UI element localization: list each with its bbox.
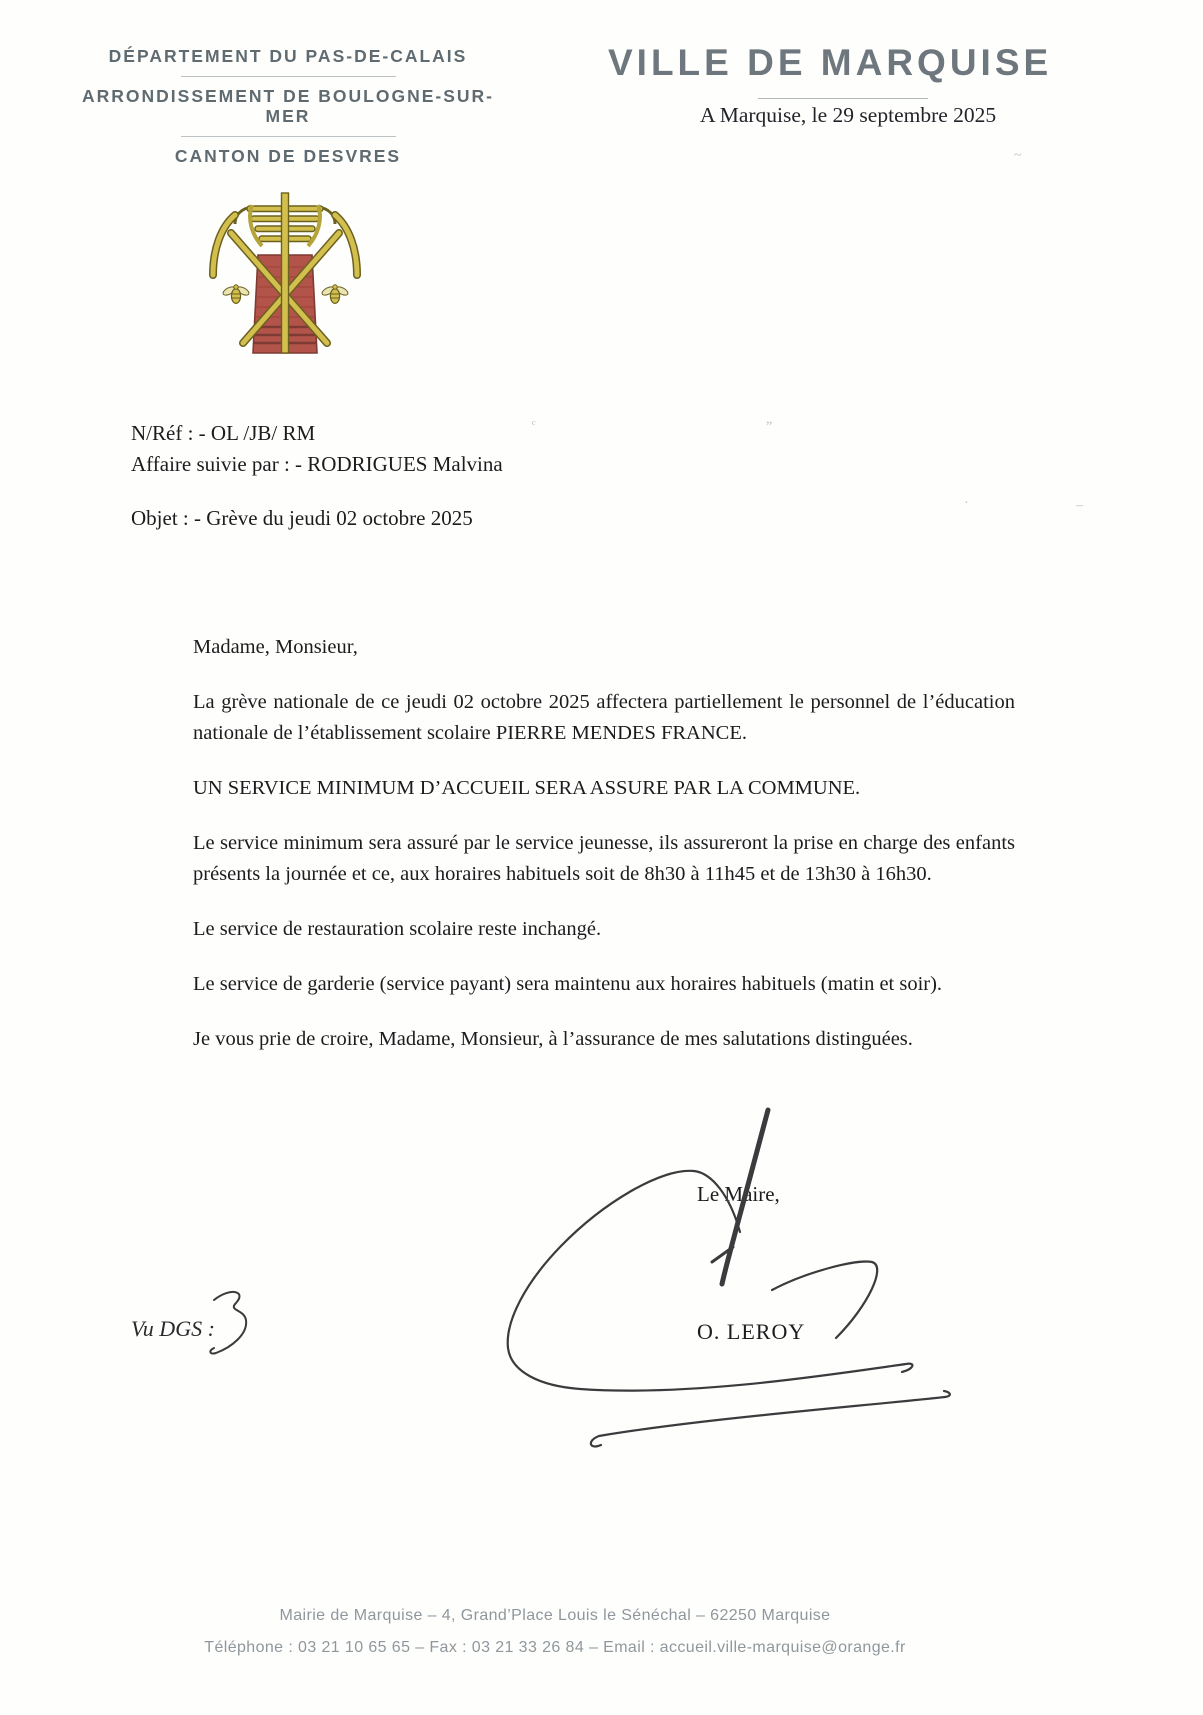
paragraph-service-details: Le service minimum sera assuré par le service jeunesse, ils assureront la prise en charge des enfants présents la journée et ce, aux horaires habituels soit de 8h30 à 11h45 et de 13h30 à 16h30. xyxy=(193,832,1015,885)
salutation: Madame, Monsieur, xyxy=(193,636,358,658)
arrondissement-line: ARRONDISSEMENT DE BOULOGNE-SUR-MER xyxy=(81,86,494,126)
divider xyxy=(181,76,396,77)
canton-line: CANTON DE DESVRES xyxy=(174,146,402,166)
scan-artifact: „ xyxy=(766,412,773,427)
reference-block xyxy=(131,418,503,534)
subject-line: Objet : - Grève du jeudi 02 octobre 2025 xyxy=(131,506,473,530)
reference-number: N/Réf : - OL /JB/ RM xyxy=(131,421,316,445)
scan-artifact: ~ xyxy=(1014,148,1022,163)
scan-artifact: · xyxy=(964,496,969,511)
vu-dgs-label: Vu DGS : xyxy=(131,1316,215,1341)
divider xyxy=(758,98,928,99)
city-title: VILLE DE MARQUISE xyxy=(608,42,1053,83)
letter-body xyxy=(193,632,1015,1079)
administrative-header xyxy=(73,46,503,166)
marquise-coat-of-arms-icon xyxy=(205,190,365,358)
department-line: DÉPARTEMENT DU PAS-DE-CALAIS xyxy=(108,46,468,66)
signer-name: O. LEROY xyxy=(697,1319,806,1344)
scan-artifact: – xyxy=(1076,498,1083,513)
paragraph-restauration: Le service de restauration scolaire reste inchangé. xyxy=(193,918,602,940)
paragraph-minimum-service: UN SERVICE MINIMUM D’ACCUEIL SERA ASSURE PAR LA COMMUNE. xyxy=(193,777,861,799)
paragraph-valediction: Je vous prie de croire, Madame, Monsieur, à l’assurance de mes salutations distinguées. xyxy=(193,1028,913,1050)
letter-footer xyxy=(150,1600,960,1664)
date-line: A Marquise, le 29 septembre 2025 xyxy=(700,103,997,127)
city-header xyxy=(608,42,1068,128)
case-handler: Affaire suivie par : - RODRIGUES Malvina xyxy=(131,452,503,476)
paragraph-strike-announcement: La grève nationale de ce jeudi 02 octobre 2025 affectera partiellement le personnel de l’éducation nationale de l’établissement scolaire PIERRE MENDES FRANCE. xyxy=(193,691,1015,744)
scan-artifact: ᶜ xyxy=(532,418,536,433)
footer-address: Mairie de Marquise – 4, Grand’Place Louis le Sénéchal – 62250 Marquise xyxy=(279,1607,831,1624)
paragraph-garderie: Le service de garderie (service payant) sera maintenu aux horaires habituels (matin et soir). xyxy=(193,973,943,995)
footer-contact: Téléphone : 03 21 10 65 65 – Fax : 03 21 33 26 84 – Email : accueil.ville-marquise@orange.fr xyxy=(204,1639,906,1656)
closing-title: Le Maire, xyxy=(697,1182,780,1206)
divider xyxy=(181,136,396,137)
